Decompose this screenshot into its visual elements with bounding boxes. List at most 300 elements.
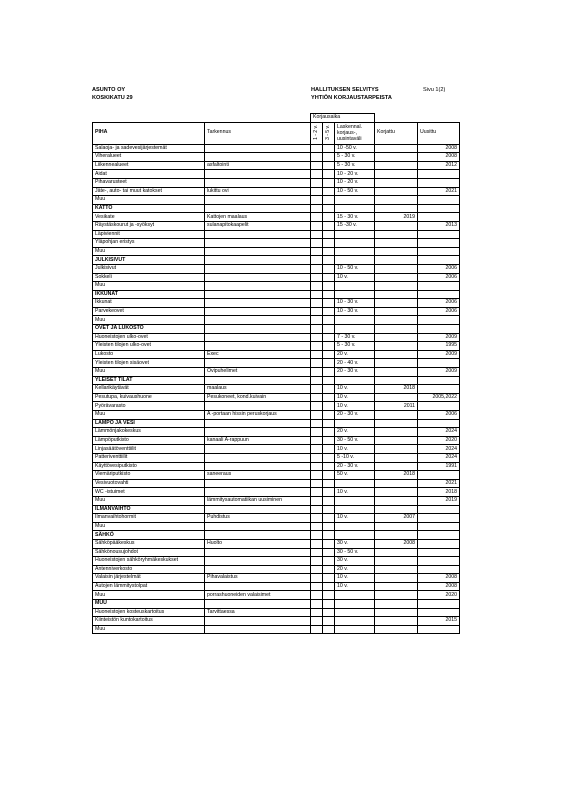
col-1-2v-cell bbox=[311, 625, 323, 634]
tarkennus-cell bbox=[205, 402, 311, 411]
korjattu-cell bbox=[375, 368, 418, 377]
interval-cell bbox=[335, 316, 375, 325]
interval-cell: 30 - 50 v. bbox=[335, 548, 375, 557]
table-row bbox=[93, 359, 460, 368]
item-name: Antenniverkosto bbox=[93, 565, 205, 574]
korjattu-cell: 2019 bbox=[375, 213, 418, 222]
interval-cell: 20 - 40 v. bbox=[335, 359, 375, 368]
table-row bbox=[93, 574, 460, 583]
uusittu-cell: 2005,2022 bbox=[418, 393, 460, 402]
empty-cell bbox=[375, 290, 418, 299]
uusittu-cell: 2008 bbox=[418, 144, 460, 153]
item-name: Läpiviennit bbox=[93, 230, 205, 239]
section-heading: JULKISIVUT bbox=[93, 256, 205, 265]
col-1-2v-cell bbox=[311, 539, 323, 548]
item-name: Salaoja- ja sadevesijärjestemät bbox=[93, 144, 205, 153]
uusittu-cell: 2009 bbox=[418, 333, 460, 342]
interval-cell: 50 v. bbox=[335, 471, 375, 480]
interval-cell: 20 v. bbox=[335, 565, 375, 574]
item-name: Pesutupa, kuivaushuone bbox=[93, 393, 205, 402]
interval-cell bbox=[335, 591, 375, 600]
col-1-2v-cell bbox=[311, 411, 323, 420]
item-name: Pihavarusteet bbox=[93, 178, 205, 187]
table-row bbox=[93, 436, 460, 445]
interval-cell: 5 - 30 v. bbox=[335, 342, 375, 351]
tarkennus-cell: sulanapitokaapelit bbox=[205, 221, 311, 230]
korjattu-cell bbox=[375, 161, 418, 170]
empty-cell bbox=[375, 419, 418, 428]
col-1-2v-cell bbox=[311, 514, 323, 523]
section-row bbox=[93, 376, 460, 385]
interval-cell: 10 v. bbox=[335, 385, 375, 394]
col-3-5v-cell bbox=[323, 496, 335, 505]
item-name: Valaisin järjestelmät bbox=[93, 574, 205, 583]
tarkennus-cell bbox=[205, 178, 311, 187]
table-row bbox=[93, 264, 460, 273]
uusittu-cell: 2013 bbox=[418, 221, 460, 230]
section-row bbox=[93, 204, 460, 213]
uusittu-cell bbox=[418, 539, 460, 548]
table-row bbox=[93, 608, 460, 617]
col-1-2v-cell bbox=[311, 617, 323, 626]
tarkennus-cell bbox=[205, 282, 311, 291]
uusittu-cell: 2021 bbox=[418, 187, 460, 196]
empty-cell bbox=[311, 290, 323, 299]
korjattu-cell bbox=[375, 393, 418, 402]
item-name: Yläpohjan eristys bbox=[93, 239, 205, 248]
empty-cell bbox=[311, 419, 323, 428]
section-row bbox=[93, 325, 460, 334]
empty-cell bbox=[335, 290, 375, 299]
empty-cell bbox=[335, 531, 375, 540]
table-row bbox=[93, 411, 460, 420]
tarkennus-cell: Tarvittaessa bbox=[205, 608, 311, 617]
item-name: Muu bbox=[93, 625, 205, 634]
item-name: Räystäskourut ja -syöksyt bbox=[93, 221, 205, 230]
empty-cell bbox=[335, 325, 375, 334]
interval-cell: 15 -30 v. bbox=[335, 221, 375, 230]
table-row bbox=[93, 316, 460, 325]
korjattu-cell bbox=[375, 496, 418, 505]
item-name: Lämpöputkisto bbox=[93, 436, 205, 445]
empty-cell bbox=[323, 419, 335, 428]
table-row bbox=[93, 496, 460, 505]
interval-cell: 10 - 30 v. bbox=[335, 299, 375, 308]
col-1-2v-cell bbox=[311, 522, 323, 531]
uusittu-header: Uusittu bbox=[418, 122, 460, 144]
col-3-5v-cell bbox=[323, 393, 335, 402]
col-1-2v-cell bbox=[311, 557, 323, 566]
interval-cell: 20 - 30 v. bbox=[335, 462, 375, 471]
table-row bbox=[93, 196, 460, 205]
uusittu-cell bbox=[418, 247, 460, 256]
korjattu-cell bbox=[375, 178, 418, 187]
section-row bbox=[93, 256, 460, 265]
col-1-2v-cell bbox=[311, 247, 323, 256]
item-name: Muu bbox=[93, 411, 205, 420]
korjattu-cell bbox=[375, 591, 418, 600]
korjattu-cell bbox=[375, 479, 418, 488]
interval-cell: 10 v. bbox=[335, 582, 375, 591]
col-3-5v-cell bbox=[323, 557, 335, 566]
uusittu-cell bbox=[418, 239, 460, 248]
col-3-5v-cell bbox=[323, 608, 335, 617]
interval-cell: 10 v. bbox=[335, 514, 375, 523]
interval-cell: 30 v. bbox=[335, 557, 375, 566]
section-heading: KATTO bbox=[93, 204, 205, 213]
korjattu-cell bbox=[375, 522, 418, 531]
tarkennus-cell bbox=[205, 170, 311, 179]
col-3-5v-cell bbox=[323, 230, 335, 239]
col-1-2v-cell bbox=[311, 282, 323, 291]
interval-cell: 10 v. bbox=[335, 273, 375, 282]
col-1-2v-cell bbox=[311, 239, 323, 248]
uusittu-cell bbox=[418, 170, 460, 179]
empty-cell bbox=[311, 325, 323, 334]
uusittu-cell bbox=[418, 385, 460, 394]
interval-cell: 20 - 30 v. bbox=[335, 368, 375, 377]
uusittu-cell bbox=[418, 548, 460, 557]
item-name: Muu bbox=[93, 368, 205, 377]
tarkennus-cell bbox=[205, 359, 311, 368]
col-3-5v-cell bbox=[323, 574, 335, 583]
interval-cell bbox=[335, 479, 375, 488]
uusittu-cell: 2020 bbox=[418, 436, 460, 445]
tarkennus-cell bbox=[205, 445, 311, 454]
tarkennus-header: Tarkennus bbox=[205, 122, 311, 144]
item-name: Kiinteistön kuntokartoitus bbox=[93, 617, 205, 626]
item-name: Linjasäätöventtiilit bbox=[93, 445, 205, 454]
table-row bbox=[93, 582, 460, 591]
uusittu-cell: 2009 bbox=[418, 350, 460, 359]
tarkennus-cell bbox=[205, 557, 311, 566]
empty-cell bbox=[335, 256, 375, 265]
page-number: Sivu 1(2) bbox=[423, 87, 446, 93]
col-3-5v-cell bbox=[323, 144, 335, 153]
col-1-2v-cell bbox=[311, 316, 323, 325]
korjausaika-header: Korjausaika bbox=[311, 114, 375, 123]
tarkennus-cell bbox=[205, 196, 311, 205]
empty-cell bbox=[335, 204, 375, 213]
col-1-2v-cell bbox=[311, 196, 323, 205]
korjattu-cell bbox=[375, 625, 418, 634]
empty-cell bbox=[335, 376, 375, 385]
section-row bbox=[93, 531, 460, 540]
korjattu-cell bbox=[375, 462, 418, 471]
tarkennus-cell bbox=[205, 625, 311, 634]
empty-cell bbox=[418, 256, 460, 265]
repair-needs-table bbox=[92, 113, 460, 634]
col-3-5v-cell bbox=[323, 264, 335, 273]
korjattu-cell bbox=[375, 548, 418, 557]
korjattu-cell bbox=[375, 436, 418, 445]
uusittu-cell: 2008 bbox=[418, 574, 460, 583]
table-row bbox=[93, 144, 460, 153]
interval-cell: 20 v. bbox=[335, 350, 375, 359]
item-name: Lämmönjakokeskus bbox=[93, 428, 205, 437]
empty-cell bbox=[335, 419, 375, 428]
table-row bbox=[93, 402, 460, 411]
uusittu-cell: 2006 bbox=[418, 273, 460, 282]
empty-cell bbox=[335, 505, 375, 514]
empty-cell bbox=[323, 376, 335, 385]
korjattu-cell bbox=[375, 411, 418, 420]
col-1-2v-header: 1 - 2 v. bbox=[311, 122, 323, 144]
table-row bbox=[93, 230, 460, 239]
table-row bbox=[93, 307, 460, 316]
company-name-line1: ASUNTO OY bbox=[92, 87, 126, 93]
tarkennus-cell bbox=[205, 479, 311, 488]
item-name: Parvekeovet bbox=[93, 307, 205, 316]
tarkennus-cell: Kattojen maalaus bbox=[205, 213, 311, 222]
tarkennus-cell bbox=[205, 488, 311, 497]
uusittu-cell bbox=[418, 608, 460, 617]
tarkennus-cell bbox=[205, 299, 311, 308]
table-row bbox=[93, 187, 460, 196]
col-3-5v-cell bbox=[323, 350, 335, 359]
korjattu-cell bbox=[375, 230, 418, 239]
col-1-2v-cell bbox=[311, 436, 323, 445]
empty-cell bbox=[375, 325, 418, 334]
col-1-2v-cell bbox=[311, 393, 323, 402]
table-row bbox=[93, 368, 460, 377]
col-1-2v-cell bbox=[311, 368, 323, 377]
korjattu-header: Korjattu bbox=[375, 122, 418, 144]
col-3-5v-cell bbox=[323, 436, 335, 445]
col-1-2v-cell bbox=[311, 591, 323, 600]
section-heading: IKKUNAT bbox=[93, 290, 205, 299]
item-name: Muu bbox=[93, 247, 205, 256]
uusittu-cell bbox=[418, 230, 460, 239]
tarkennus-cell bbox=[205, 522, 311, 531]
col-3-5v-cell bbox=[323, 307, 335, 316]
item-name: Viemäriputkisto bbox=[93, 471, 205, 480]
table-row bbox=[93, 591, 460, 600]
empty-cell bbox=[311, 376, 323, 385]
col-1-2v-cell bbox=[311, 445, 323, 454]
empty-cell bbox=[311, 204, 323, 213]
tarkennus-cell bbox=[205, 548, 311, 557]
section-heading: OVET JA LUKOSTO bbox=[93, 325, 205, 334]
col-1-2v-cell bbox=[311, 350, 323, 359]
empty-cell bbox=[323, 290, 335, 299]
interval-cell: 7 - 30 v. bbox=[335, 333, 375, 342]
table-row bbox=[93, 282, 460, 291]
korjattu-cell: 2011 bbox=[375, 402, 418, 411]
table-row bbox=[93, 221, 460, 230]
item-name: WC -istuimet bbox=[93, 488, 205, 497]
tarkennus-cell: maalaus bbox=[205, 385, 311, 394]
tarkennus-cell bbox=[205, 264, 311, 273]
table-row bbox=[93, 333, 460, 342]
col-3-5v-cell bbox=[323, 514, 335, 523]
interval-cell bbox=[335, 196, 375, 205]
korjattu-cell bbox=[375, 273, 418, 282]
korjattu-cell bbox=[375, 307, 418, 316]
company-header bbox=[92, 86, 133, 102]
item-name: Huoneistojen sähköryhmäkeskukset bbox=[93, 557, 205, 566]
interval-cell: 5 -10 v. bbox=[335, 453, 375, 462]
tarkennus-cell bbox=[205, 144, 311, 153]
korjattu-cell bbox=[375, 342, 418, 351]
col-3-5v-cell bbox=[323, 411, 335, 420]
uusittu-cell bbox=[418, 471, 460, 480]
table-row bbox=[93, 445, 460, 454]
empty-cell bbox=[418, 376, 460, 385]
empty-cell bbox=[311, 600, 323, 609]
table-row bbox=[93, 453, 460, 462]
empty-cell bbox=[311, 531, 323, 540]
item-name: Aidat bbox=[93, 170, 205, 179]
korjattu-cell: 2018 bbox=[375, 385, 418, 394]
tarkennus-cell bbox=[205, 462, 311, 471]
col-1-2v-cell bbox=[311, 264, 323, 273]
uusittu-cell: 2015 bbox=[418, 617, 460, 626]
tarkennus-cell bbox=[205, 153, 311, 162]
uusittu-cell: 1995 bbox=[418, 342, 460, 351]
table-row bbox=[93, 247, 460, 256]
empty-cell bbox=[375, 376, 418, 385]
korjattu-cell bbox=[375, 608, 418, 617]
table-row bbox=[93, 548, 460, 557]
empty-cell bbox=[205, 204, 311, 213]
korjattu-cell bbox=[375, 221, 418, 230]
korjattu-cell bbox=[375, 359, 418, 368]
col-3-5v-cell bbox=[323, 178, 335, 187]
empty-cell bbox=[323, 256, 335, 265]
tarkennus-cell bbox=[205, 617, 311, 626]
korjattu-cell bbox=[375, 557, 418, 566]
col-1-2v-cell bbox=[311, 213, 323, 222]
uusittu-cell bbox=[418, 213, 460, 222]
col-1-2v-cell bbox=[311, 333, 323, 342]
uusittu-cell: 2024 bbox=[418, 453, 460, 462]
col-3-5v-cell bbox=[323, 471, 335, 480]
col-3-5v-cell bbox=[323, 591, 335, 600]
col-3-5v-cell bbox=[323, 282, 335, 291]
col-3-5v-cell bbox=[323, 488, 335, 497]
uusittu-cell bbox=[418, 514, 460, 523]
col-3-5v-cell bbox=[323, 445, 335, 454]
tarkennus-cell bbox=[205, 247, 311, 256]
item-name: Muu bbox=[93, 496, 205, 505]
col-1-2v-cell bbox=[311, 453, 323, 462]
item-name: Muu bbox=[93, 522, 205, 531]
tarkennus-cell: Pesukoneet, kond.kuivain bbox=[205, 393, 311, 402]
col-1-2v-cell bbox=[311, 230, 323, 239]
korjattu-cell bbox=[375, 582, 418, 591]
table-row bbox=[93, 428, 460, 437]
empty-cell bbox=[418, 600, 460, 609]
empty-cell bbox=[375, 256, 418, 265]
interval-cell bbox=[335, 608, 375, 617]
section-heading: ILMANVAIHTO bbox=[93, 505, 205, 514]
korjattu-cell bbox=[375, 428, 418, 437]
col-3-5v-header: 3 - 5 v. bbox=[323, 122, 335, 144]
empty-cell bbox=[323, 600, 335, 609]
document-title bbox=[311, 86, 392, 102]
item-name: Sokkeli bbox=[93, 273, 205, 282]
item-name: Kellarikäytävät bbox=[93, 385, 205, 394]
section-row bbox=[93, 505, 460, 514]
table-row bbox=[93, 565, 460, 574]
interval-cell bbox=[335, 625, 375, 634]
empty-cell bbox=[323, 325, 335, 334]
col-3-5v-cell bbox=[323, 239, 335, 248]
col-3-5v-cell bbox=[323, 221, 335, 230]
table-row bbox=[93, 239, 460, 248]
interval-cell bbox=[335, 496, 375, 505]
tarkennus-cell bbox=[205, 342, 311, 351]
col-3-5v-cell bbox=[323, 479, 335, 488]
empty-cell bbox=[375, 505, 418, 514]
col-1-2v-cell bbox=[311, 170, 323, 179]
interval-cell bbox=[335, 617, 375, 626]
col-1-2v-cell bbox=[311, 496, 323, 505]
table-row bbox=[93, 385, 460, 394]
korjattu-cell bbox=[375, 170, 418, 179]
korjattu-cell: 2018 bbox=[375, 471, 418, 480]
col-3-5v-cell bbox=[323, 213, 335, 222]
col-3-5v-cell bbox=[323, 522, 335, 531]
table-row bbox=[93, 161, 460, 170]
item-name: Sähköpääkeskus bbox=[93, 539, 205, 548]
uusittu-cell: 2006 bbox=[418, 299, 460, 308]
empty-cell bbox=[205, 290, 311, 299]
interval-cell: 15 - 30 v. bbox=[335, 213, 375, 222]
interval-cell: 20 - 30 v. bbox=[335, 411, 375, 420]
item-name: Julkisivut bbox=[93, 264, 205, 273]
empty-cell bbox=[205, 376, 311, 385]
interval-cell bbox=[335, 230, 375, 239]
table-row bbox=[93, 342, 460, 351]
tarkennus-cell: lämmitysautomatiikan uusiminen bbox=[205, 496, 311, 505]
item-name: Lukosto bbox=[93, 350, 205, 359]
col-3-5v-cell bbox=[323, 161, 335, 170]
empty-cell bbox=[311, 256, 323, 265]
uusittu-cell bbox=[418, 282, 460, 291]
header-row-top bbox=[93, 114, 460, 123]
korjattu-cell bbox=[375, 333, 418, 342]
item-name: Ilmanvaihtohormit bbox=[93, 514, 205, 523]
uusittu-cell: 2024 bbox=[418, 428, 460, 437]
tarkennus-cell: saneeraus bbox=[205, 471, 311, 480]
col-1-2v-cell bbox=[311, 385, 323, 394]
korjattu-cell bbox=[375, 445, 418, 454]
item-name: Yleisten tilojen ulko-ovet bbox=[93, 342, 205, 351]
col-1-2v-cell bbox=[311, 565, 323, 574]
korjattu-cell bbox=[375, 196, 418, 205]
uusittu-cell bbox=[418, 359, 460, 368]
col-3-5v-cell bbox=[323, 359, 335, 368]
interval-cell: 10 -50 v. bbox=[335, 144, 375, 153]
col-3-5v-cell bbox=[323, 299, 335, 308]
col-1-2v-cell bbox=[311, 221, 323, 230]
document-title-line2: YHTIÖN KORJAUSTARPEISTA bbox=[311, 95, 392, 101]
col-3-5v-cell bbox=[323, 548, 335, 557]
uusittu-cell: 2006 bbox=[418, 411, 460, 420]
col-3-5v-cell bbox=[323, 453, 335, 462]
table-row bbox=[93, 625, 460, 634]
table-row bbox=[93, 170, 460, 179]
interval-cell: 10 v. bbox=[335, 402, 375, 411]
empty-cell bbox=[418, 419, 460, 428]
item-name: Sähkönousujohdot bbox=[93, 548, 205, 557]
item-name: Vesivuotovahti bbox=[93, 479, 205, 488]
col-1-2v-cell bbox=[311, 479, 323, 488]
piha-heading: PIHA bbox=[93, 122, 205, 144]
item-name: Ikkunat bbox=[93, 299, 205, 308]
